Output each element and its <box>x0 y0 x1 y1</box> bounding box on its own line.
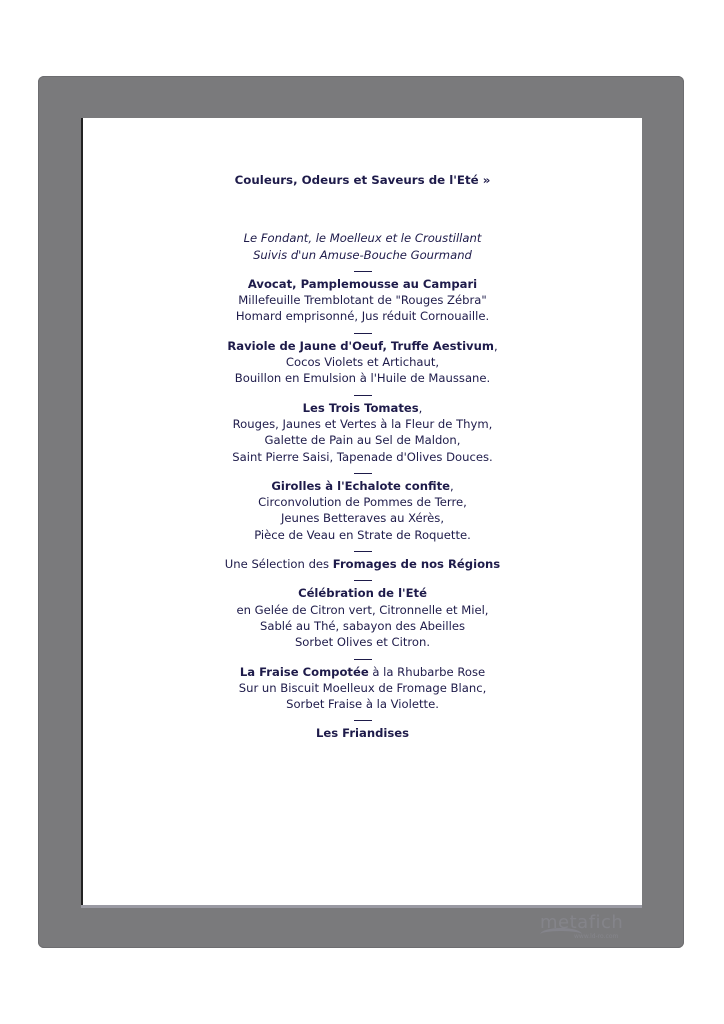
course-avocat <box>83 276 642 325</box>
separator <box>354 333 372 334</box>
paper-bottom-edge <box>81 905 642 908</box>
course-heading: Les Trois Tomates <box>302 400 419 415</box>
separator <box>354 580 372 581</box>
course-heading: Avocat, Pamplemousse au Campari <box>247 276 478 291</box>
course-raviole <box>83 338 642 387</box>
course-line: en Gelée de Citron vert, Citronnelle et Miel, <box>236 602 489 617</box>
course-heading-suffix: , <box>449 478 454 493</box>
separator <box>354 720 372 721</box>
course-heading: Les Friandises <box>315 726 410 741</box>
cheese-heading: Fromages de nos Régions <box>332 557 501 572</box>
intro-line: Suivis d'un Amuse-Bouche Gourmand <box>253 247 472 262</box>
course-heading: Girolles à l'Echalote confite <box>271 478 450 493</box>
separator <box>354 551 372 552</box>
course-heading-suffix: , <box>418 400 423 415</box>
separator <box>354 659 372 660</box>
course-line: Sorbet Olives et Citron. <box>294 635 431 650</box>
course-heading-suffix: , <box>493 338 498 353</box>
course-line: Bouillon en Emulsion à l'Huile de Maussane. <box>234 371 491 386</box>
menu-title: Couleurs, Odeurs et Saveurs de l'Eté » <box>234 173 491 187</box>
course-line: Cocos Violets et Artichaut, <box>285 355 440 370</box>
course-line: Pièce de Veau en Strate de Roquette. <box>254 527 471 542</box>
logo-brand: metafich <box>540 912 624 933</box>
course-line: Sur un Biscuit Moelleux de Fromage Blanc, <box>238 680 487 695</box>
course-line: Galette de Pain au Sel de Maldon, <box>264 433 461 448</box>
course-heading: Raviole de Jaune d'Oeuf, Truffe Aestivum <box>227 338 494 353</box>
metafich-logo <box>540 912 624 940</box>
course-heading: La Fraise Compotée <box>239 664 369 679</box>
course-tomates <box>83 400 642 465</box>
course-fromages <box>83 556 642 572</box>
intro-line: Le Fondant, le Moelleux et le Croustillant <box>243 231 482 246</box>
intro <box>83 230 642 263</box>
menu-paper <box>81 118 642 905</box>
course-friandises <box>83 725 642 741</box>
course-line: Millefeuille Tremblotant de "Rouges Zébra" <box>238 293 487 308</box>
course-line: Rouges, Jaunes et Vertes à la Fleur de Thym, <box>232 416 493 431</box>
course-fraise <box>83 664 642 713</box>
course-celebration <box>83 585 642 650</box>
course-line: Sablé au Thé, sabayon des Abeilles <box>259 618 465 633</box>
course-heading-rest: à la Rhubarbe Rose <box>368 664 486 679</box>
course-line: Jeunes Betteraves au Xérès, <box>280 511 445 526</box>
course-line: Saint Pierre Saisi, Tapenade d'Olives Douces. <box>232 449 493 464</box>
course-girolles <box>83 478 642 543</box>
course-line: Homard emprisonné, Jus réduit Cornouaille. <box>235 309 490 324</box>
logo-url: www.ld-ro.com <box>574 933 619 940</box>
menu-content <box>83 172 642 742</box>
separator <box>354 271 372 272</box>
course-line: Circonvolution de Pommes de Terre, <box>258 495 467 510</box>
separator <box>354 473 372 474</box>
course-line: Sorbet Fraise à la Violette. <box>286 697 439 712</box>
cheese-prefix: Une Sélection des <box>224 557 333 572</box>
separator <box>354 395 372 396</box>
course-heading: Célébration de l'Eté <box>298 586 427 601</box>
